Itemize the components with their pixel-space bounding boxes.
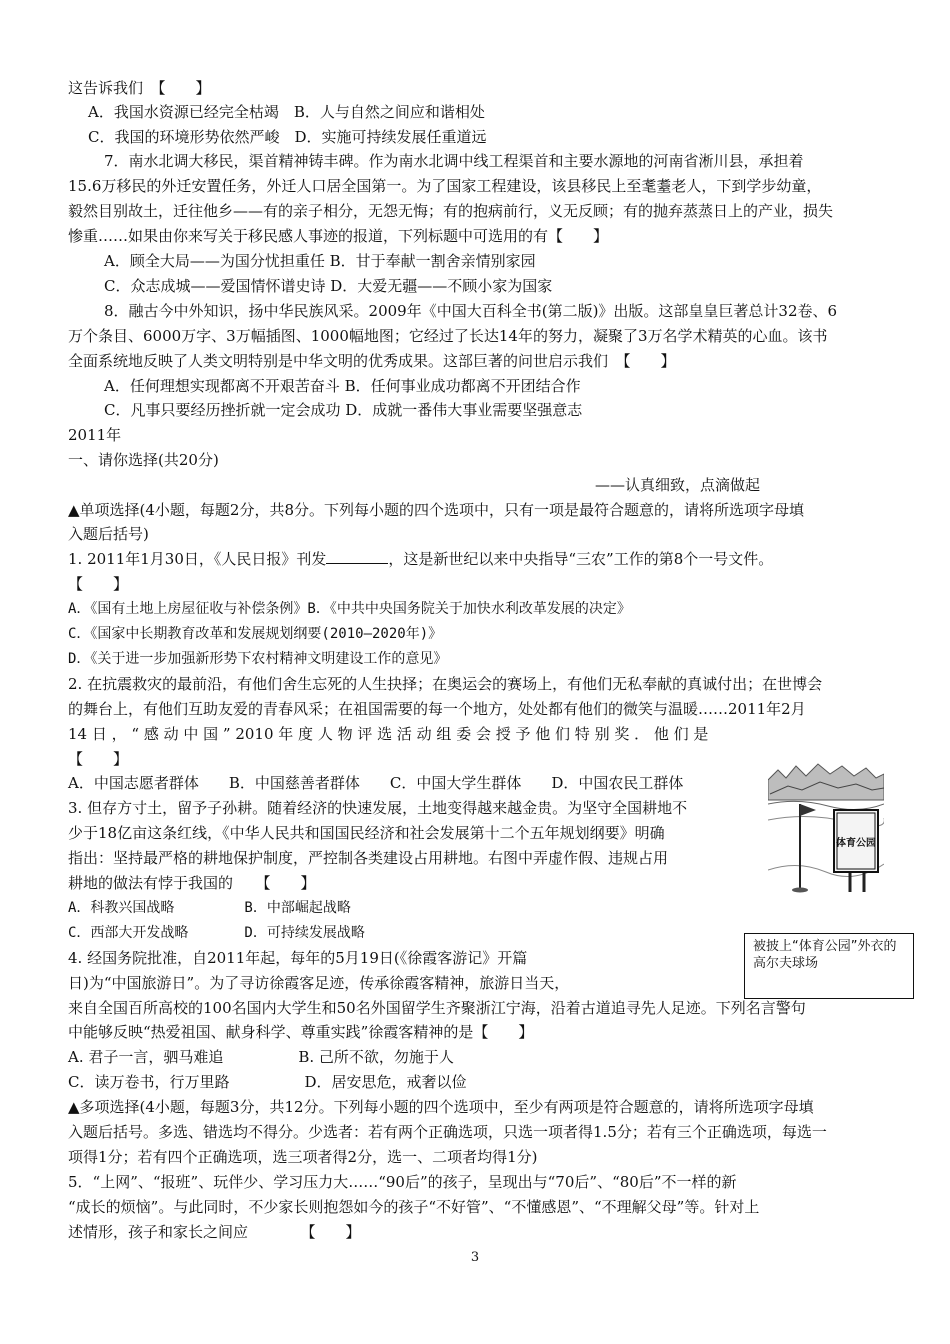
question-4-line: 日)为“中国旅游日”。为了寻访徐霞客足迹，传承徐霞客精神，旅游日当天， [68, 974, 570, 992]
page-number: 3 [470, 1250, 480, 1265]
section-heading: 一、请你选择(共20分) [68, 451, 219, 469]
instructions-line: 入题后括号。多选、错选均不得分。少选者：若有两个正确选项，只选一项者得1.5分；若有三个正确选项，每选一 [68, 1123, 827, 1141]
option-line: A．我国水资源已经完全枯竭 B．人与自然之间应和谐相处 [88, 103, 485, 121]
section-motto: ——认真细致，点滴做起 [594, 476, 760, 494]
instructions-line: 入题后括号) [68, 525, 149, 543]
golf-course-illustration [768, 760, 884, 898]
option-line: A．《国有土地上房屋征收与补偿条例》B．《中共中央国务院关于加快水利改革发展的决定》 [68, 601, 631, 617]
question-7-line: 7．南水北调大移民，渠首精神铸丰碑。作为南水北调中线工程渠首和主要水源地的河南省淅川县，承担着 [104, 152, 804, 170]
option-line: A．科教兴国战略 B．中部崛起战略 [68, 900, 351, 916]
option-line: A．顾全大局——为国分忧担重任 B．甘于奉献一割舍亲情别家园 [104, 252, 536, 270]
question-4-line: 中能够反映“热爱祖国、献身科学、尊重实践”徐霞客精神的是【 】 [68, 1023, 534, 1041]
instructions-line: ▲单项选择(4小题，每题2分，共8分。下列每小题的四个选项中，只有一项是最符合题意的，请将所选项字母填 [68, 501, 805, 519]
question-5-line: “成长的烦恼”。与此同时，不少家长则抱怨如今的孩子“不好管”、“不懂感恩”、“不理解父母”等。针对上 [68, 1198, 760, 1216]
text-line: 这告诉我们 【 】 [68, 79, 211, 97]
sign-text: 体育公园 [836, 838, 876, 849]
question-3-line: 耕地的做法有悖于我国的 【 】 [68, 874, 316, 892]
option-line: C．我国的环境形势依然严峻 D．实施可持续发展任重道远 [88, 128, 487, 146]
option-line: C．凡事只要经历挫折就一定会成功 D．成就一番伟大事业需要坚强意志 [104, 401, 583, 419]
figure-caption: 被披上“体育公园”外衣的高尔夫球场 [744, 933, 914, 999]
option-line: A. 君子一言，驷马难追 B. 己所不欲，勿施于人 [68, 1048, 454, 1066]
answer-bracket: 【 】 [68, 575, 129, 593]
option-line: A．中国志愿者群体 B．中国慈善者群体 C．中国大学生群体 D．中国农民工群体 [68, 774, 684, 792]
question-1-stem: 1. 2011年1月30日，《人民日报》刊发 [68, 550, 327, 568]
question-8-line: 万个条目、6000万字、3万幅插图、1000幅地图；它经过了长达14年的努力，凝聚了3万名学术精英的心血。该书 [68, 327, 828, 345]
question-2-line: 14 日 ， “ 感 动 中 国 ” 2010 年 度 人 物 评 选 活 动 组 委 会 授 予 他 们 特 别 奖 ． 他 们 是 [68, 725, 709, 743]
question-3-line: 少于18亿亩这条红线，《中华人民共和国国民经济和社会发展第十二个五年规划纲要》明确 [68, 824, 665, 842]
instructions-line: 项得1分；若有四个正确选项，选三项者得2分，选一、二项者均得1分) [68, 1148, 538, 1166]
question-1-line [68, 549, 773, 569]
question-3-line: 3. 但存方寸土，留予子孙耕。随着经济的快速发展，土地变得越来越金贵。为坚守全国耕地不 [68, 799, 688, 817]
question-2-line: 的舞台上，有他们互助友爱的青春风采；在祖国需要的每一个地方，处处都有他们的微笑与温暖……2011年2月 [68, 700, 806, 718]
question-3-line: 指出：坚持最严格的耕地保护制度，严控制各类建设占用耕地。右图中弄虚作假、违规占用 [68, 849, 669, 867]
option-line: A．任何理想实现都离不开艰苦奋斗 B．任何事业成功都离不开团结合作 [104, 377, 581, 395]
question-7-line: 毅然目别故土，迁往他乡——有的亲子相分，无怨无悔；有的抱病前行，义无反顾；有的抛弃蒸蒸日上的产业，损失 [68, 202, 834, 220]
option-line: C．西部大开发战略 D．可持续发展战略 [68, 925, 365, 941]
answer-bracket: 【 】 [68, 750, 129, 768]
question-2-line: 2. 在抗震救灾的最前沿，有他们舍生忘死的人生抉择；在奥运会的赛场上，有他们无私奉献的真诚付出；在世博会 [68, 675, 823, 693]
question-8-line: 全面系统地反映了人类文明特别是中华文明的优秀成果。这部巨著的问世启示我们 【 】 [68, 352, 676, 370]
option-line: C．《国家中长期教育改革和发展规划纲要(2010—2020年)》 [68, 626, 443, 642]
question-5-line: 5．“上网”、“报班”、玩伴少、学习压力大……“90后”的孩子，呈现出与“70后”、“80后”不一样的新 [68, 1173, 737, 1191]
question-8-line: 8．融古今中外知识，扬中华民族风采。2009年《中国大百科全书(第二版)》出版。这部皇皇巨著总计32卷、6 [104, 302, 838, 320]
question-4-line: 4. 经国务院批准，自2011年起，每年的5月19日(《徐霞客游记》开篇 [68, 949, 528, 967]
option-line: C．读万卷书，行万里路 D．居安思危，戒奢以俭 [68, 1073, 467, 1091]
year-heading: 2011年 [68, 426, 122, 444]
question-4-line: 来自全国百所高校的100名国内大学生和50名外国留学生齐聚浙江宁海，沿着古道追寻先人足迹。下列名言警句 [68, 999, 806, 1017]
answer-blank [326, 549, 388, 564]
question-5-line: 述情形，孩子和家长之间应 【 】 [68, 1223, 361, 1241]
question-7-line: 15.6万移民的外迁安置任务，外迁人口居全国第一。为了国家工程建设，该县移民上至耄耋老人，下到学步幼童， [68, 177, 822, 195]
question-1-stem-end: ，这是新世纪以来中央指导“三农”工作的第8个一号文件。 [388, 550, 774, 568]
option-line: D．《关于进一步加强新形势下农村精神文明建设工作的意见》 [68, 651, 448, 667]
question-7-line: 惨重……如果由你来写关于移民感人事迹的报道，下列标题中可选用的有【 】 [68, 227, 609, 245]
instructions-line: ▲多项选择(4小题，每题3分，共12分。下列每小题的四个选项中，至少有两项是符合题意的，请将所选项字母填 [68, 1098, 814, 1116]
option-line: C．众志成城——爱国情怀谱史诗 D．大爱无疆——不顾小家为国家 [104, 277, 553, 295]
